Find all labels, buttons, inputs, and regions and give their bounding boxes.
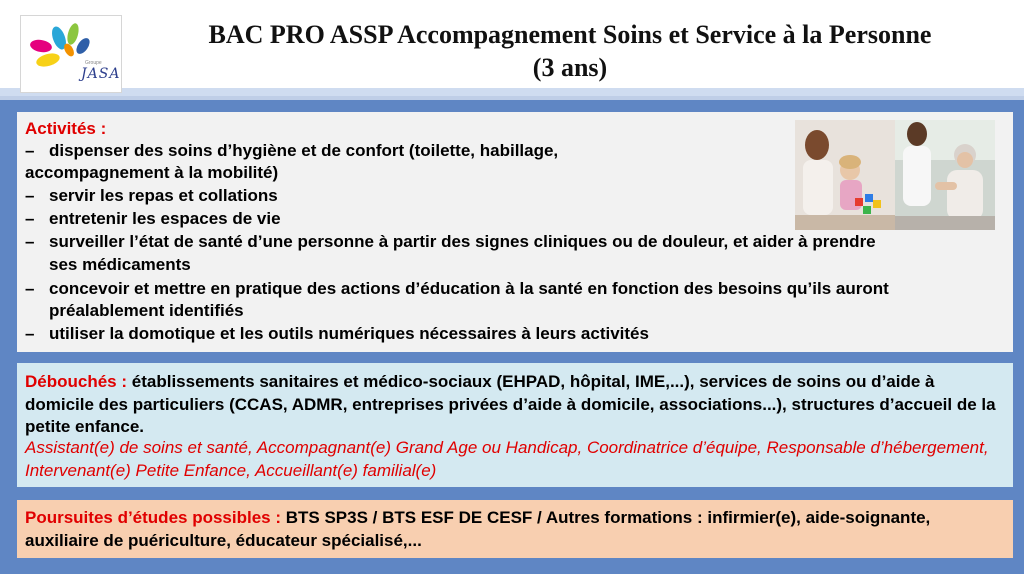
activity-text: servir les repas et collations xyxy=(49,186,278,205)
header-stripe xyxy=(0,88,1024,96)
activity-item xyxy=(25,278,889,301)
poursuites-text: BTS SP3S / BTS ESF DE CESF / Autres formations : infirmier(e), aide-soignante, auxiliaire de puériculture, éducateur spécialisé,... xyxy=(25,508,931,550)
activity-item-continuation xyxy=(49,300,244,323)
page-title xyxy=(130,18,1010,84)
poursuites-panel xyxy=(17,500,1013,558)
activity-text: dispenser des soins d’hygiène et de confort (toilette, habillage, xyxy=(49,141,559,160)
activity-text: concevoir et mettre en pratique des actions d’éducation à la santé en fonction des besoins qu’ils auront xyxy=(49,279,889,298)
activity-item-continuation xyxy=(25,162,278,185)
debouches-text: établissements sanitaires et médico-sociaux (EHPAD, hôpital, IME,...), services de soins ou d’aide à domicile des particuliers (CCAS, ADMR, entreprises privées d’aide à domicile, associations...), structures d’accueil de la petite enfance. xyxy=(25,372,996,436)
activity-item xyxy=(25,323,649,346)
title-line-1: BAC PRO ASSP Accompagnement Soins et Service à la Personne xyxy=(208,20,932,49)
activity-text: utiliser la domotique et les outils numériques nécessaires à leurs activités xyxy=(49,324,649,343)
logo-text: JASA xyxy=(81,66,121,82)
dash-bullet: – xyxy=(25,279,35,298)
poursuites-heading: Poursuites d’études possibles : xyxy=(25,508,282,527)
dash-bullet: – xyxy=(25,324,35,343)
activity-text: préalablement identifiés xyxy=(49,301,244,320)
activity-text: ses médicaments xyxy=(49,255,191,274)
debouches-panel xyxy=(17,363,1013,487)
debouches-jobs: Assistant(e) de soins et santé, Accompagnant(e) Grand Age ou Handicap, Coordinatrice d’équipe, Responsable d’hébergement, Intervenant(e) Petite Enfance, Accueillant(e) familial(e) xyxy=(25,438,989,480)
activity-text: accompagnement à la mobilité) xyxy=(25,163,279,182)
poursuites-paragraph xyxy=(25,507,1000,552)
activity-item-continuation xyxy=(49,254,191,277)
activity-item xyxy=(25,208,281,231)
jasa-logo xyxy=(20,15,122,93)
activities-heading: Activités : xyxy=(25,119,107,138)
activity-item xyxy=(25,185,278,208)
dash-bullet: – xyxy=(25,209,35,228)
logo-subtext: Groupe xyxy=(85,60,102,66)
activity-item xyxy=(25,140,558,163)
dash-bullet: – xyxy=(25,141,35,160)
debouches-paragraph xyxy=(25,371,1000,439)
dash-bullet: – xyxy=(25,232,35,251)
debouches-heading: Débouchés : xyxy=(25,372,128,391)
header-stripe-light xyxy=(0,96,1024,100)
title-line-2: (3 ans) xyxy=(532,53,608,82)
dash-bullet: – xyxy=(25,186,35,205)
activity-item xyxy=(25,231,876,254)
activity-text: surveiller l’état de santé d’une personne à partir des signes cliniques ou de douleur, et aider à prendre xyxy=(49,232,876,251)
activity-text: entretenir les espaces de vie xyxy=(49,209,281,228)
care-photo xyxy=(795,120,995,230)
